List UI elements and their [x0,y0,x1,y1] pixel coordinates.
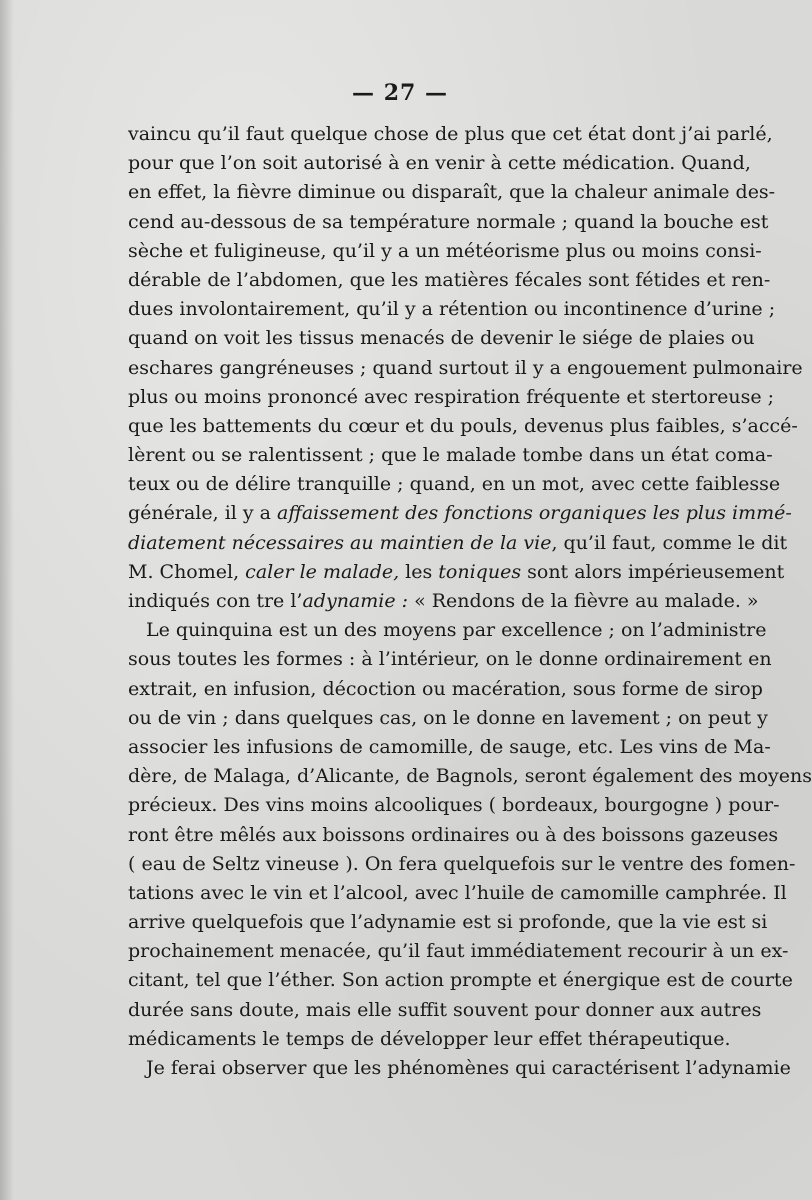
text-segment: lèrent ou se ralentissent ; que le malade tombe dans un état coma- [128,444,773,467]
italic-text: caler le malade, [245,560,400,583]
text-line [128,879,787,908]
text-segment: que les battements du cœur et du pouls, devenus plus faibles, s’accé- [128,414,798,437]
text-line [128,470,781,499]
text-line [128,733,771,762]
text-line [128,791,780,820]
text-segment: ou de vin ; dans quelques cas, on le donne en lavement ; on peut y [128,706,768,729]
text-line [128,266,771,295]
text-segment: en effet, la fièvre diminue ou disparaît, que la chaleur animale des- [128,181,776,204]
text-segment: « Rendons de la fièvre au malade. » [408,590,759,612]
body-text [128,120,812,1083]
text-line [128,996,762,1025]
text-line [128,178,776,207]
text-segment: prochainement menacée, qu’il faut immédiatement recourir à un ex- [128,940,789,963]
text-segment: tations avec le vin et l’alcool, avec l’huile de camomille camphrée. Il [128,881,787,904]
text-line [128,966,793,995]
text-segment: ( eau de Seltz vineuse ). On fera quelquefois sur le ventre des fomen- [128,852,796,875]
text-line [128,850,796,879]
page-number: — 27 — [352,80,448,106]
text-line [128,937,789,966]
text-segment: pour que l’on soit autorisé à en venir à cette médication. Quand, [128,152,751,175]
text-line [128,558,785,587]
text-segment: Le quinquina est un des moyens par excellence ; on l’administre [146,619,767,642]
text-line [128,149,751,178]
italic-text: diatement nécessaires au maintien de la vie [128,531,552,554]
text-line [128,616,767,645]
text-line [128,821,779,850]
text-segment: médicaments le temps de développer leur effet thérapeutique. [128,1027,731,1050]
text-line [128,295,776,324]
text-segment: dère, de Malaga, d’Alicante, de Bagnols, seront également des moyens [128,765,812,788]
text-segment: citant, tel que l’éther. Son action prompte et énergique est de courte [128,969,793,992]
italic-text: toniques [438,560,522,583]
text-line [128,704,768,733]
text-segment: sous toutes les formes : à l’intérieur, on le donne ordinairement en [128,648,772,671]
text-line [128,354,803,383]
text-segment: vaincu qu’il faut quelque chose de plus que cet état dont j’ai parlé, [128,123,773,145]
text-segment: générale, il y a [128,502,278,525]
text-segment: Je ferai observer que les phénomènes qui caractérisent l’adynamie [146,1057,791,1079]
text-segment: dérable de l’abdomen, que les matières fécales sont fétides et ren- [128,268,771,291]
text-segment: précieux. Des vins moins alcooliques ( bordeaux, bourgogne ) pour- [128,794,780,817]
text-segment: associer les infusions de camomille, de sauge, etc. Les vins de Ma- [128,735,771,758]
text-line [128,237,762,266]
text-segment: dues involontairement, qu’il y a rétention ou incontinence d’urine ; [128,298,776,321]
text-line [128,324,755,353]
italic-text: affaissement des fonctions organiques les plus immé- [277,502,792,525]
text-segment: plus ou moins prononcé avec respiration fréquente et stertoreuse ; [128,385,775,408]
text-segment: cend au-dessous de sa température normale ; quand la bouche est [128,210,769,233]
text-line [128,908,768,937]
text-segment: M. Chomel, [128,560,246,583]
binding-shadow [0,0,14,1200]
text-line [128,208,769,237]
italic-text: adynamie : [302,590,409,612]
text-line [128,1054,791,1083]
text-line [128,645,772,674]
text-line [128,762,812,791]
text-line [128,412,798,441]
text-segment: , qu’il faut, comme le dit [551,531,788,554]
text-segment: sèche et fuligineuse, qu’il y a un météorisme plus ou moins consi- [128,239,762,262]
text-segment: ront être mêlés aux boissons ordinaires ou à des boissons gazeuses [128,823,779,846]
text-line [128,1025,748,1054]
text-line [128,441,773,470]
text-segment: indiqués con tre l’ [128,590,303,612]
text-segment: sont alors impérieusement [521,560,785,583]
text-line [128,499,792,528]
text-line [128,383,775,412]
text-segment: extrait, en infusion, décoction ou macération, sous forme de sirop [128,677,763,700]
text-line [128,529,788,558]
text-line [128,587,759,616]
text-segment: quand on voit les tissus menacés de devenir le siége de plaies ou [128,327,755,350]
text-segment: les [399,560,439,583]
text-segment: arrive quelquefois que l’adynamie est si profonde, que la vie est si [128,911,768,934]
text-line [128,120,773,149]
text-segment: eschares gangréneuses ; quand surtout il y a engouement pulmonaire [128,356,803,379]
text-line [128,675,763,704]
text-segment: teux ou de délire tranquille ; quand, en un mot, avec cette faiblesse [128,473,781,496]
text-segment: durée sans doute, mais elle suffit souvent pour donner aux autres [128,998,762,1021]
